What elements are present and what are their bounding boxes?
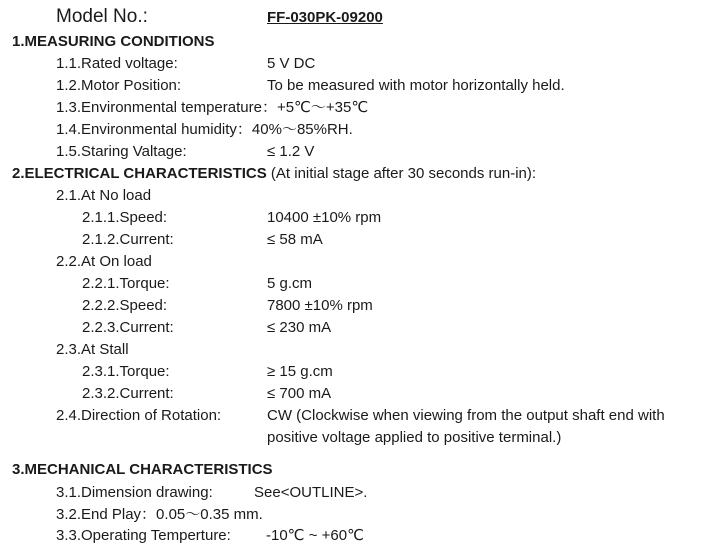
section-2-heading-note: (At initial stage after 30 seconds run-in): bbox=[270, 165, 537, 182]
stall-current-label: 2.3.2.Current: bbox=[82, 385, 174, 402]
stall-torque-label: 2.3.1.Torque: bbox=[82, 363, 170, 380]
section-3-heading: 3.MECHANICAL CHARACTERISTICS bbox=[12, 461, 273, 478]
on-load-torque-label: 2.2.1.Torque: bbox=[82, 275, 170, 292]
stall-current-value: ≤ 700 mA bbox=[267, 385, 332, 402]
motor-position-label: 1.2.Motor Position: bbox=[56, 77, 182, 94]
on-load-current-value: ≤ 230 mA bbox=[267, 319, 332, 336]
no-load-speed-label: 2.1.1.Speed: bbox=[82, 209, 168, 226]
on-load-speed-value: 7800 ±10% rpm bbox=[267, 297, 373, 314]
rated-voltage-label: 1.1.Rated voltage: bbox=[56, 55, 178, 72]
no-load-speed-value: 10400 ±10% rpm bbox=[267, 209, 382, 226]
model-number: FF-030PK-09200 bbox=[267, 9, 383, 26]
no-load-label: 2.1.At No load bbox=[56, 187, 152, 204]
on-load-current-label: 2.2.3.Current: bbox=[82, 319, 174, 336]
section-2-heading: 2.ELECTRICAL CHARACTERISTICS bbox=[12, 165, 267, 182]
starting-voltage-label: 1.5.Staring Valtage: bbox=[56, 143, 187, 160]
env-temperature: 1.3.Environmental temperature：+5℃～+35℃ bbox=[56, 99, 369, 116]
no-load-current-label: 2.1.2.Current: bbox=[82, 231, 174, 248]
motor-position-value: To be measured with motor horizontally held. bbox=[267, 77, 565, 94]
section-2-heading-row bbox=[12, 164, 536, 184]
section-1-heading: 1.MEASURING CONDITIONS bbox=[12, 33, 215, 50]
rated-voltage-value: 5 V DC bbox=[267, 55, 316, 72]
rotation-label: 2.4.Direction of Rotation: bbox=[56, 407, 222, 424]
dimension-drawing-label: 3.1.Dimension drawing: bbox=[56, 484, 213, 501]
rotation-value-line2: positive voltage applied to positive terminal.) bbox=[267, 429, 562, 446]
no-load-current-value: ≤ 58 mA bbox=[267, 231, 323, 248]
stall-label: 2.3.At Stall bbox=[56, 341, 129, 358]
starting-voltage-value: ≤ 1.2 V bbox=[267, 143, 315, 160]
on-load-speed-label: 2.2.2.Speed: bbox=[82, 297, 168, 314]
operating-temperature-value: -10℃ ~ +60℃ bbox=[266, 527, 364, 544]
on-load-torque-value: 5 g.cm bbox=[267, 275, 313, 292]
end-play: 3.2.End Play：0.05～0.35 mm. bbox=[56, 506, 263, 523]
model-label: Model No.: bbox=[56, 6, 148, 27]
dimension-drawing-value: See<OUTLINE>. bbox=[254, 484, 368, 501]
on-load-label: 2.2.At On load bbox=[56, 253, 152, 270]
operating-temperature-label: 3.3.Operating Temperture: bbox=[56, 527, 231, 544]
rotation-value-line1: CW (Clockwise when viewing from the output shaft end with bbox=[267, 407, 665, 424]
stall-torque-value: ≥ 15 g.cm bbox=[267, 363, 333, 380]
env-humidity: 1.4.Environmental humidity：40%～85%RH. bbox=[56, 121, 353, 138]
